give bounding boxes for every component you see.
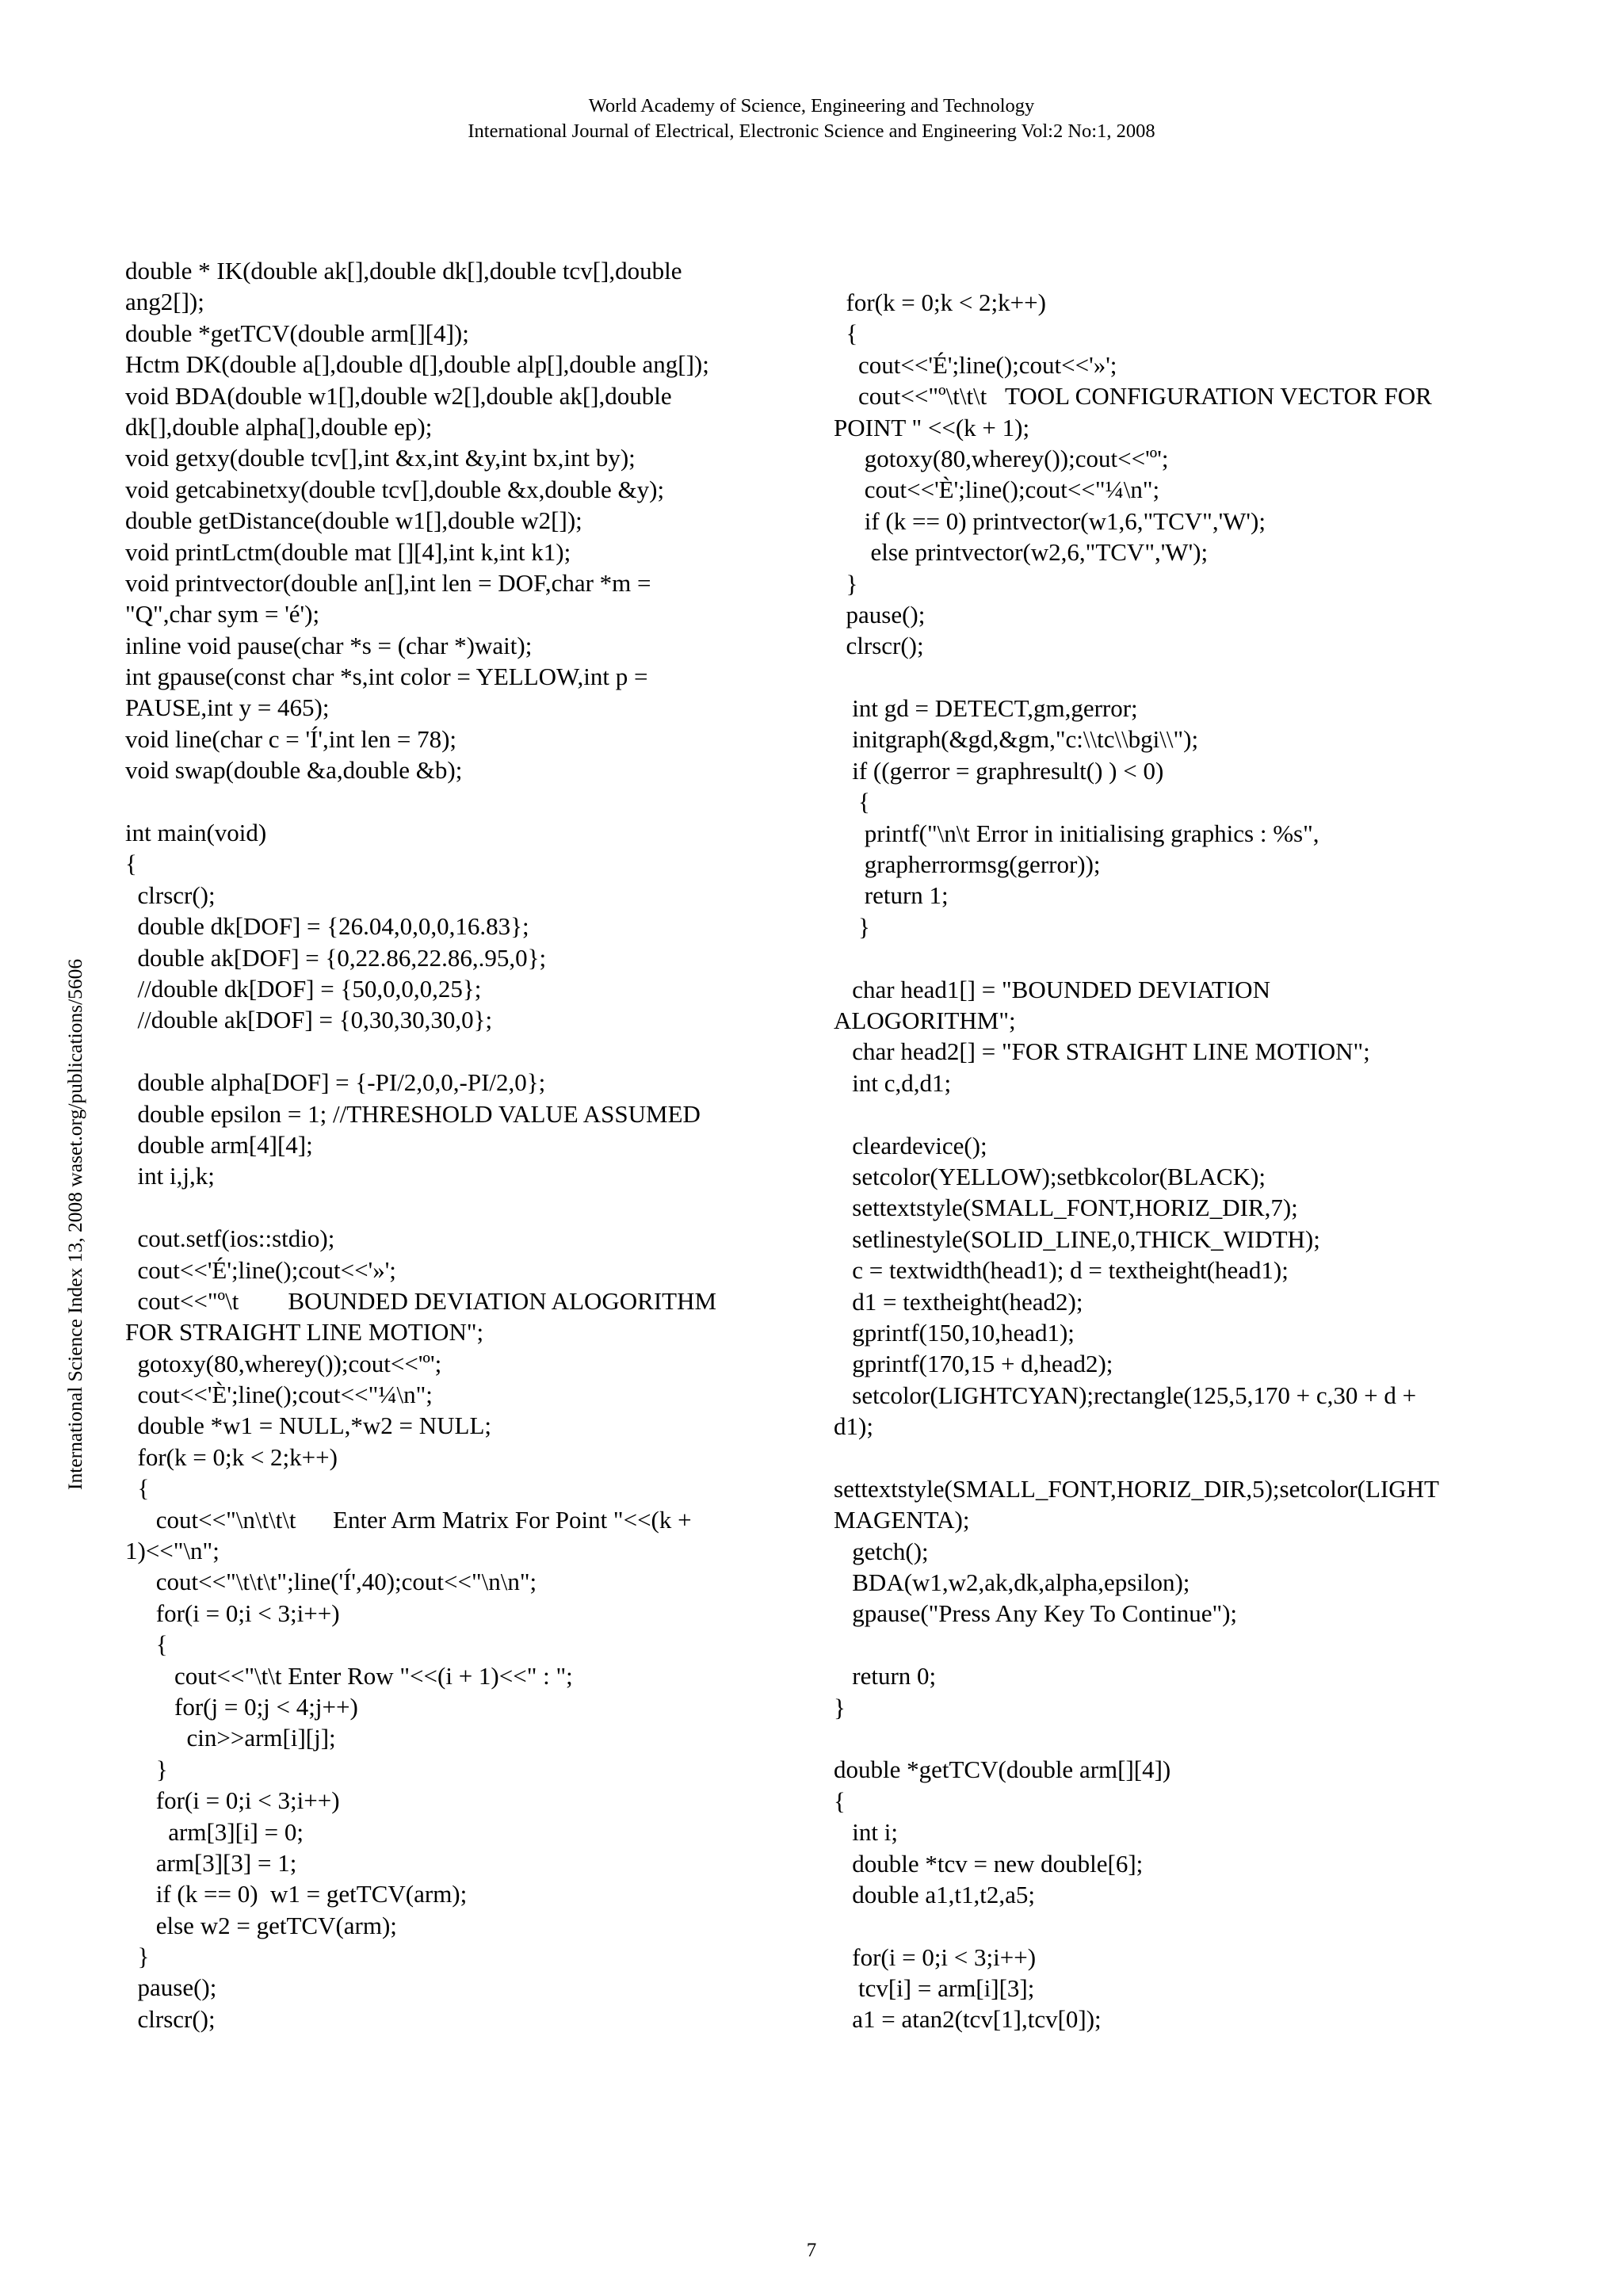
code-line: double getDistance(double w1[],double w2[]); [125,506,582,535]
code-line: { [125,1630,168,1659]
code-line: BDA(w1,w2,ak,dk,alpha,epsilon); [834,1568,1190,1597]
code-line: //double ak[DOF] = {0,30,30,30,0}; [125,1006,493,1034]
code-line: double ak[DOF] = {0,22.86,22.86,.95,0}; [125,943,547,972]
code-line: void line(char c = 'Í',int len = 78); [125,724,457,753]
code-line: gprintf(170,15 + d,head2); [834,1350,1113,1378]
header-journal: International Journal of Electrical, Electronic Science and Engineering Vol:2 No:1, 2008 [468,120,1155,142]
code-line: cout<<"º\t\t\t TOOL CONFIGURATION VECTOR FOR [834,382,1432,411]
code-line: for(k = 0;k < 2;k++) [125,1442,338,1471]
code-line: getch(); [834,1537,929,1565]
code-line: return 0; [834,1662,937,1690]
code-line: cout.setf(ios::stdio); [125,1224,335,1253]
code-line: Hctm DK(double a[],double d[],double alp[],double ang[]); [125,350,709,379]
code-line: cleardevice(); [834,1131,987,1159]
code-line: cout<<"º\t BOUNDED DEVIATION ALOGORITHM [125,1286,717,1315]
code-line: char head1[] = "BOUNDED DEVIATION [834,975,1270,1003]
code-line: double *getTCV(double arm[][4]); [125,319,469,347]
code-line: initgraph(&gd,&gm,"c:\\tc\\bgi\\"); [834,725,1199,754]
code-line: cout<<"\n\t\t\t Enter Arm Matrix For Point "<<(k + [125,1505,692,1534]
code-line: void printvector(double an[],int len = DOF,char *m = [125,568,651,597]
code-line: return 1; [834,881,949,910]
code-line [834,662,1523,693]
code-line: settextstyle(SMALL_FONT,HORIZ_DIR,5);setcolor(LIGHT [834,1474,1439,1503]
code-line: else printvector(w2,6,"TCV",'W'); [834,538,1209,567]
code-line: d1 = textheight(head2); [834,1287,1083,1316]
code-line: POINT " <<(k + 1); [834,413,1030,441]
code-line: cout<<"\t\t\t";line('Í',40);cout<<"\n\n"; [125,1568,537,1596]
code-line [125,1036,823,1067]
code-line: MAGENTA); [834,1506,970,1534]
code-line: inline void pause(char *s = (char *)wait); [125,631,533,659]
code-line: int i; [834,1818,898,1847]
code-line: PAUSE,int y = 465); [125,693,330,722]
code-line: setcolor(LIGHTCYAN);rectangle(125,5,170 + c,30 + d + [834,1381,1417,1409]
code-line: for(i = 0;i < 3;i++) [125,1786,340,1815]
code-line: for(j = 0;j < 4;j++) [125,1692,358,1721]
code-line: dk[],double alpha[],double ep); [125,412,433,441]
code-line: setcolor(YELLOW);setbkcolor(BLACK); [834,1162,1266,1190]
code-line: arm[3][3] = 1; [125,1848,297,1877]
sidebar-citation: International Science Index 13, 2008 waset.org/publications/5606 [63,958,86,1490]
code-line: 1)<<"\n"; [125,1537,220,1565]
code-line: for(k = 0;k < 2;k++) [834,288,1046,316]
code-line: double epsilon = 1; //THRESHOLD VALUE ASSUMED [125,1099,701,1128]
code-line: gotoxy(80,wherey());cout<<'º'; [125,1349,442,1377]
code-line: } [125,1943,150,1971]
code-line: if (k == 0) printvector(w1,6,"TCV",'W'); [834,506,1266,535]
code-line: cout<<'È';line();cout<<"¼\n"; [834,476,1160,504]
code-line: } [834,912,870,941]
code-line: else w2 = getTCV(arm); [125,1911,397,1939]
code-line: for(i = 0;i < 3;i++) [834,1943,1037,1971]
code-line: cout<<"\t\t Enter Row "<<(i + 1)<<" : "; [125,1661,573,1690]
code-line: cout<<'É';line();cout<<'»'; [834,350,1117,379]
code-line: grapherrormsg(gerror)); [834,850,1101,879]
code-line: double alpha[DOF] = {-PI/2,0,0,-PI/2,0}; [125,1068,546,1097]
code-line: double * IK(double ak[],double dk[],double tcv[],double [125,257,682,285]
code-line: settextstyle(SMALL_FONT,HORIZ_DIR,7); [834,1194,1298,1222]
code-line: void getxy(double tcv[],int &x,int &y,int bx,int by); [125,444,636,472]
code-line [834,1910,1523,1941]
code-line: "Q",char sym = 'é'); [125,600,320,628]
code-line: void BDA(double w1[],double w2[],double ak[],double [125,381,672,410]
code-line: { [834,319,858,348]
code-line: clrscr(); [125,2004,216,2033]
code-line: int i,j,k; [125,1162,215,1190]
code-line: FOR STRAIGHT LINE MOTION"; [125,1318,484,1347]
code-line: double a1,t1,t2,a5; [834,1880,1035,1908]
code-line: } [834,1693,846,1721]
code-line: void printLctm(double mat [][4],int k,int k1); [125,537,571,566]
page-number: 7 [806,2240,817,2261]
code-line: setlinestyle(SOLID_LINE,0,THICK_WIDTH); [834,1224,1320,1253]
code-line: for(i = 0;i < 3;i++) [125,1599,340,1627]
code-line: pause(); [834,600,926,628]
code-line: ang2[]); [125,288,204,316]
code-line [834,942,1523,973]
code-line: } [125,1755,168,1783]
code-line: clrscr(); [834,632,924,660]
code-line: double *getTCV(double arm[][4]) [834,1755,1171,1784]
code-line: int c,d,d1; [834,1068,952,1097]
code-line: a1 = atan2(tcv[1],tcv[0]); [834,2005,1102,2034]
code-line: arm[3][i] = 0; [125,1817,304,1846]
code-line: } [834,569,858,598]
code-line: cin>>arm[i][j]; [125,1724,336,1752]
code-line: { [834,1786,846,1815]
right-code-column [834,287,1523,2035]
code-line: char head2[] = "FOR STRAIGHT LINE MOTION"; [834,1037,1370,1066]
code-line: double *tcv = new double[6]; [834,1849,1144,1878]
code-line: cout<<'É';line();cout<<'»'; [125,1255,396,1284]
code-line: void swap(double &a,double &b); [125,756,463,785]
code-line: gotoxy(80,wherey());cout<<'º'; [834,444,1169,472]
code-line: double dk[DOF] = {26.04,0,0,0,16.83}; [125,912,529,941]
code-line: cout<<'È';line();cout<<"¼\n"; [125,1381,433,1409]
code-line: if ((gerror = graphresult() ) < 0) [834,756,1164,785]
code-line: int main(void) [125,819,267,847]
code-line [834,1442,1523,1473]
code-line: int gd = DETECT,gm,gerror; [834,694,1138,723]
code-line [834,1629,1523,1660]
code-line: void getcabinetxy(double tcv[],double &x,double &y); [125,475,665,503]
code-line: { [125,850,137,878]
code-line [125,1192,823,1223]
code-line: gpause("Press Any Key To Continue"); [834,1599,1238,1628]
code-line: double arm[4][4]; [125,1130,313,1159]
code-line: double *w1 = NULL,*w2 = NULL; [125,1412,492,1440]
code-line: c = textwidth(head1); d = textheight(head1); [834,1256,1289,1285]
code-line: gprintf(150,10,head1); [834,1318,1075,1347]
code-line: tcv[i] = arm[i][3]; [834,1974,1035,2003]
code-line: { [834,788,870,816]
code-line: { [125,1474,150,1503]
code-line: clrscr(); [125,881,216,909]
code-line: if (k == 0) w1 = getTCV(arm); [125,1880,468,1908]
code-line: pause(); [125,1973,217,2002]
code-line: //double dk[DOF] = {50,0,0,0,25}; [125,974,482,1003]
code-line: printf("\n\t Error in initialising graphics : %s", [834,819,1319,847]
code-line [834,1723,1523,1754]
code-line [125,786,823,817]
left-code-column [125,255,823,2034]
code-line: d1); [834,1412,873,1441]
header-publisher: World Academy of Science, Engineering and Technology [588,95,1035,117]
code-line: ALOGORITHM"; [834,1006,1016,1034]
code-line: int gpause(const char *s,int color = YELLOW,int p = [125,663,648,691]
code-line [834,1098,1523,1129]
journal-header [0,94,1623,144]
